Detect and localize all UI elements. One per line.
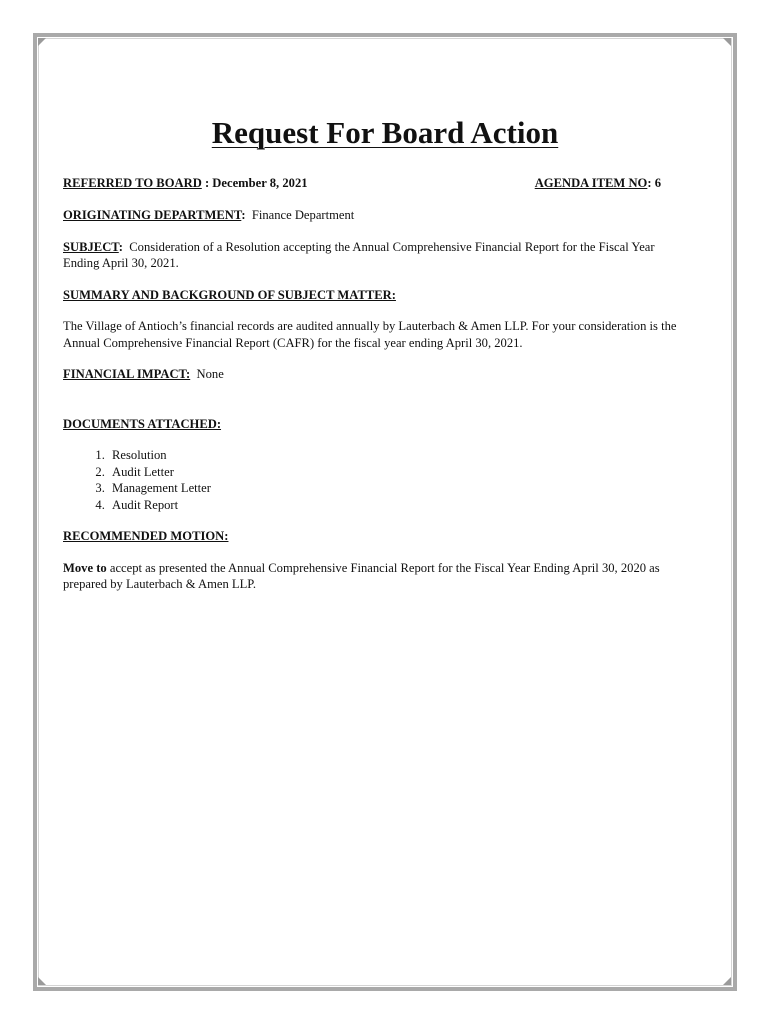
documents-heading: DOCUMENTS ATTACHED: — [63, 416, 222, 431]
referred-label: REFERRED TO BOARD — [63, 176, 202, 190]
motion-text — [63, 560, 693, 593]
motion-lead: Move to — [63, 560, 107, 575]
corner-ornament-top-right — [723, 38, 731, 46]
originating-value: Finance Department — [251, 208, 355, 222]
agenda-number: 6 — [654, 176, 661, 190]
financial-value: None — [196, 367, 224, 381]
corner-ornament-bottom-right — [723, 977, 731, 985]
agenda-label: AGENDA ITEM NO — [534, 176, 648, 190]
originating-label: ORIGINATING DEPARTMENT — [63, 208, 242, 222]
financial-label: FINANCIAL IMPACT: — [63, 367, 191, 381]
corner-ornament-top-left — [38, 38, 46, 46]
corner-ornament-bottom-left — [38, 977, 46, 985]
subject-label: SUBJECT — [63, 239, 119, 254]
summary-heading: SUMMARY AND BACKGROUND OF SUBJECT MATTER: — [63, 287, 396, 302]
list-item: 2. Audit Letter — [108, 464, 693, 481]
documents-list — [63, 447, 693, 513]
subject-line: SUBJECT: Consideration of a Resolution accepting the Annual Comprehensive Financial Report for the Fiscal Year Ending April 30, 2021. — [63, 239, 655, 270]
list-item: 4. Audit Report — [108, 497, 693, 514]
referred-date: December 8, 2021 — [212, 176, 308, 190]
originating-line: ORIGINATING DEPARTMENT: Finance Department — [63, 208, 355, 222]
subject-value: Consideration of a Resolution accepting the Annual Comprehensive Financial Report for the Fiscal Year Ending April 30, 2021. — [63, 239, 655, 270]
financial-line — [63, 366, 693, 383]
motion-body: accept as presented the Annual Comprehensive Financial Report for the Fiscal Year Ending April 30, 2020 as prepared by Lauterbach & Amen LLP. — [63, 560, 660, 591]
document-body — [63, 175, 693, 593]
motion-heading: RECOMMENDED MOTION: — [63, 529, 229, 543]
page-title: Request For Board Action — [211, 114, 559, 150]
referred-line: REFERRED TO BOARD : December 8, 2021 — [63, 176, 308, 190]
list-item: 1. Resolution — [108, 447, 693, 464]
agenda-line: AGENDA ITEM NO: 6 — [534, 176, 661, 190]
header-row — [63, 175, 693, 192]
summary-text: The Village of Antioch’s financial records are audited annually by Lauterbach & Amen LLP. For your consideration is the Annual Comprehensive Financial Report (CAFR) for the fiscal year ending April 30, 2021. — [63, 319, 677, 350]
list-item: 3. Management Letter — [108, 480, 693, 497]
